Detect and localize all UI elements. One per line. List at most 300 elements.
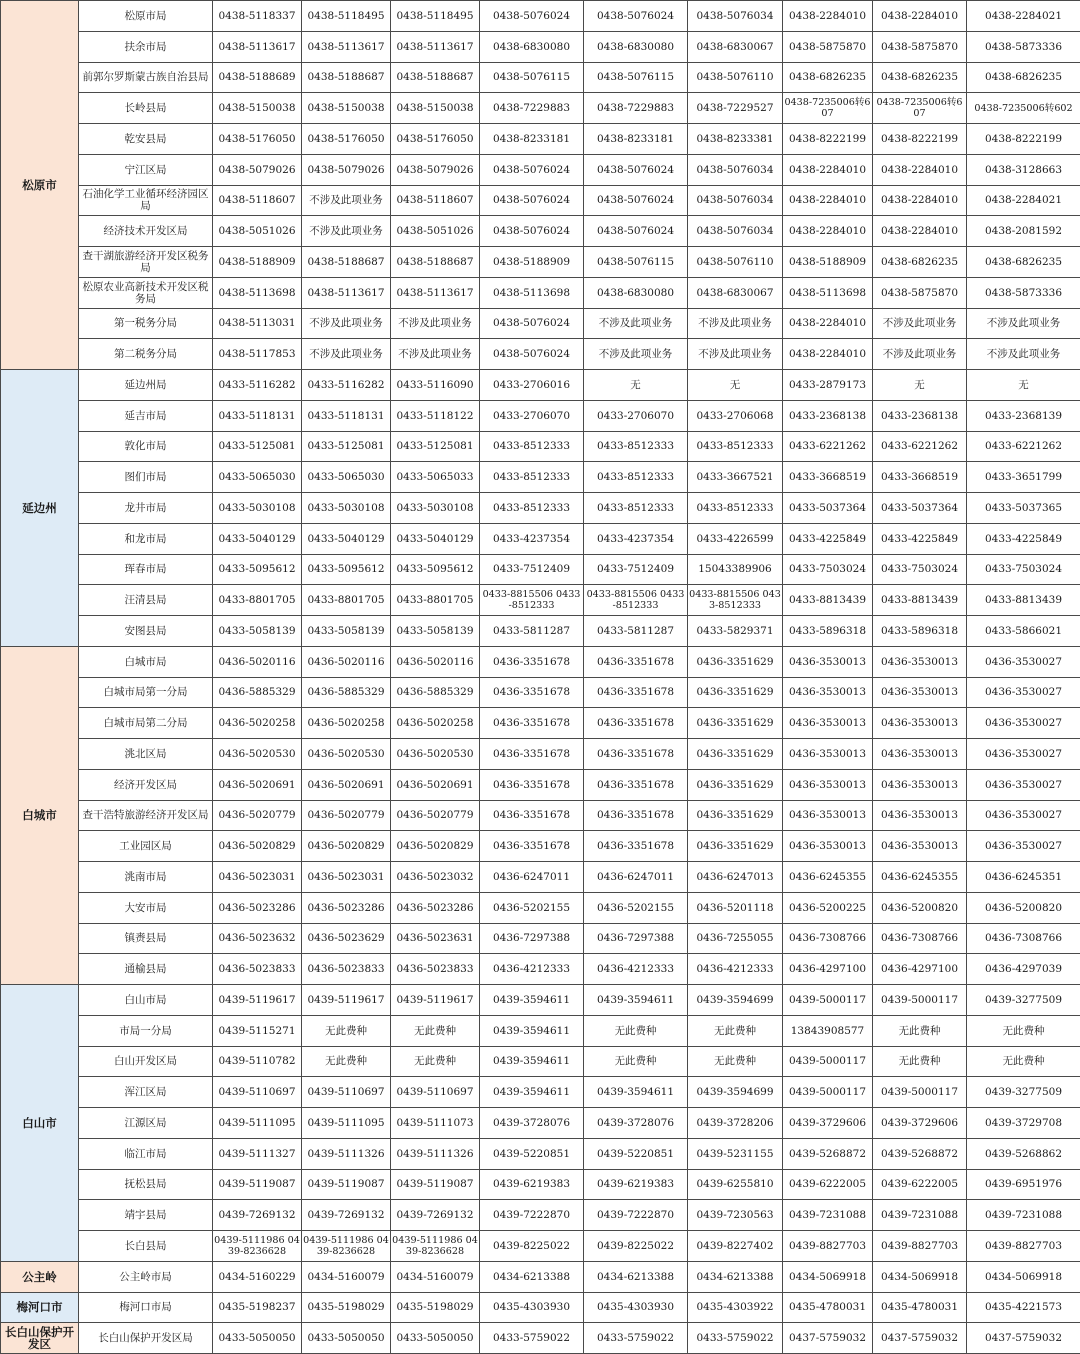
phone-cell: 0433-5040129 (391, 523, 480, 554)
phone-cell: 0436-3530013 (873, 831, 967, 862)
phone-cell: 0433-5065030 (213, 462, 302, 493)
phone-cell: 0436-3530013 (873, 708, 967, 739)
phone-cell: 0436-5202155 (480, 892, 584, 923)
phone-cell: 0433-8813439 (967, 585, 1080, 616)
phone-cell: 不涉及此项业务 (302, 185, 391, 216)
phone-cell: 0433-8512333 (480, 431, 584, 462)
table-row (1, 400, 1080, 431)
phone-cell: 无 (688, 370, 783, 401)
phone-cell: 0438-5076024 (480, 154, 584, 185)
phone-cell: 0438-5113617 (213, 31, 302, 62)
phone-cell: 0438-5113698 (783, 277, 873, 308)
phone-cell: 0433-4237354 (584, 523, 688, 554)
phone-cell: 0436-5020691 (391, 769, 480, 800)
phone-cell: 0433-4225849 (783, 523, 873, 554)
phone-cell: 0433-3667521 (688, 462, 783, 493)
phone-cell: 0433-8801705 (302, 585, 391, 616)
phone-cell: 0436-5200225 (783, 892, 873, 923)
phone-cell: 0433-5058139 (213, 616, 302, 647)
phone-cell: 不涉及此项业务 (391, 308, 480, 339)
phone-cell: 无此费种 (688, 1046, 783, 1077)
phone-cell: 不涉及此项业务 (584, 339, 688, 370)
phone-cell: 0436-3530013 (873, 646, 967, 677)
phone-cell: 0433-8801705 (391, 585, 480, 616)
phone-cell: 0433-8512333 (480, 493, 584, 524)
table-row (1, 339, 1080, 370)
phone-cell: 0439-3277509 (967, 1077, 1080, 1108)
phone-cell: 0439-3594699 (688, 1077, 783, 1108)
phone-cell: 0436-5023833 (302, 954, 391, 985)
phone-cell: 0433-5095612 (302, 554, 391, 585)
phone-cell: 0438-2284010 (783, 1, 873, 32)
phone-cell: 0438-5076024 (584, 216, 688, 247)
phone-cell: 0433-5050050 (391, 1323, 480, 1354)
phone-cell: 0438-5113617 (302, 277, 391, 308)
phone-cell: 0438-8233381 (688, 124, 783, 155)
office-name-cell: 和龙市局 (79, 523, 213, 554)
phone-cell: 0438-2284010 (783, 185, 873, 216)
office-name-cell: 长岭县局 (79, 93, 213, 124)
phone-cell: 0433-5058139 (302, 616, 391, 647)
office-name-cell: 白城市局 (79, 646, 213, 677)
table-row (1, 1077, 1080, 1108)
phone-cell: 0438-5188689 (213, 62, 302, 93)
phone-cell: 0436-3351678 (480, 769, 584, 800)
phone-cell: 0436-3530013 (873, 677, 967, 708)
table-row (1, 1231, 1080, 1262)
office-name-cell: 公主岭市局 (79, 1261, 213, 1292)
phone-cell: 无此费种 (391, 1046, 480, 1077)
phone-cell: 0436-5023632 (213, 923, 302, 954)
phone-cell: 0436-6247013 (688, 862, 783, 893)
phone-cell: 0433-5040129 (302, 523, 391, 554)
phone-cell: 0438-5118607 (391, 185, 480, 216)
phone-cell: 0433-7512409 (480, 554, 584, 585)
phone-cell: 0433-5118131 (213, 400, 302, 431)
phone-cell: 0436-5201118 (688, 892, 783, 923)
phone-cell: 0434-5160229 (213, 1261, 302, 1292)
phone-cell: 0438-5113617 (391, 31, 480, 62)
office-name-cell: 图们市局 (79, 462, 213, 493)
phone-cell: 0438-6830067 (688, 31, 783, 62)
phone-cell: 0433-7503024 (783, 554, 873, 585)
phone-cell: 0439-5111326 (391, 1138, 480, 1169)
phone-cell: 0436-5020530 (302, 739, 391, 770)
office-name-cell: 临江市局 (79, 1138, 213, 1169)
phone-cell: 0438-5076115 (584, 62, 688, 93)
region-cell: 松原市 (1, 1, 79, 370)
phone-cell: 0439-5000117 (783, 1046, 873, 1077)
phone-cell: 0436-7297388 (480, 923, 584, 954)
office-name-cell: 长白县局 (79, 1231, 213, 1262)
table-row (1, 554, 1080, 585)
phone-cell: 不涉及此项业务 (967, 308, 1080, 339)
phone-cell: 0436-6247011 (480, 862, 584, 893)
phone-cell: 0438-5188687 (302, 247, 391, 278)
phone-cell: 0433-4225849 (967, 523, 1080, 554)
phone-cell: 0439-5268862 (967, 1138, 1080, 1169)
phone-cell: 0433-7503024 (967, 554, 1080, 585)
table-row (1, 708, 1080, 739)
phone-cell: 0439-5000117 (783, 1077, 873, 1108)
phone-cell: 0438-2284010 (783, 154, 873, 185)
phone-cell: 0433-8512333 (480, 462, 584, 493)
office-name-cell: 延边州局 (79, 370, 213, 401)
phone-cell: 0436-3530027 (967, 646, 1080, 677)
phone-cell: 0438-5076110 (688, 62, 783, 93)
phone-cell: 0438-2284010 (873, 185, 967, 216)
phone-cell: 0439-5119617 (213, 985, 302, 1016)
phone-cell: 0436-5020116 (391, 646, 480, 677)
office-name-cell: 洮南市局 (79, 862, 213, 893)
phone-cell: 0433-5116090 (391, 370, 480, 401)
phone-cell: 0438-5079026 (391, 154, 480, 185)
phone-cell: 0438-5076024 (584, 1, 688, 32)
phone-cell: 0436-5020779 (391, 800, 480, 831)
phone-cell: 0436-5020530 (213, 739, 302, 770)
table-body (1, 1, 1080, 1354)
phone-cell: 0438-5076110 (688, 247, 783, 278)
phone-cell: 0438-5150038 (302, 93, 391, 124)
phone-cell: 0438-5875870 (783, 31, 873, 62)
phone-cell: 0433-5116282 (302, 370, 391, 401)
table-row (1, 923, 1080, 954)
phone-cell: 0439-5000117 (783, 985, 873, 1016)
table-row (1, 1138, 1080, 1169)
phone-cell: 0433-2706016 (480, 370, 584, 401)
phone-cell: 0436-7255055 (688, 923, 783, 954)
phone-cell: 0433-8512333 (584, 493, 688, 524)
phone-cell: 0438-5051026 (391, 216, 480, 247)
phone-cell: 0436-3530013 (873, 769, 967, 800)
phone-cell: 0433-5030108 (213, 493, 302, 524)
phone-cell: 0439-7269132 (213, 1200, 302, 1231)
table-row (1, 1200, 1080, 1231)
phone-cell: 0438-5118607 (213, 185, 302, 216)
phone-cell: 0439-5111986 0439-8236628 (391, 1231, 480, 1262)
table-row (1, 892, 1080, 923)
phone-cell: 0436-3351629 (688, 800, 783, 831)
phone-cell: 不涉及此项业务 (873, 308, 967, 339)
phone-cell: 0438-5076024 (480, 308, 584, 339)
office-name-cell: 宁江区局 (79, 154, 213, 185)
phone-cell: 不涉及此项业务 (302, 216, 391, 247)
phone-cell: 0438-5113617 (391, 277, 480, 308)
phone-cell: 0438-5176050 (391, 124, 480, 155)
office-name-cell: 市局一分局 (79, 1015, 213, 1046)
office-name-cell: 石油化学工业循环经济园区局 (79, 185, 213, 216)
phone-cell: 0434-5160079 (391, 1261, 480, 1292)
phone-cell: 0433-5030108 (391, 493, 480, 524)
phone-cell: 0436-3351678 (480, 646, 584, 677)
phone-cell: 0433-5116282 (213, 370, 302, 401)
table-row (1, 431, 1080, 462)
office-name-cell: 第二税务分局 (79, 339, 213, 370)
phone-cell: 0434-6213388 (688, 1261, 783, 1292)
phone-cell: 0433-5759022 (584, 1323, 688, 1354)
phone-cell: 0439-5110782 (213, 1046, 302, 1077)
phone-cell: 0433-5037365 (967, 493, 1080, 524)
phone-cell: 0438-5076115 (584, 247, 688, 278)
phone-cell: 0436-5023286 (391, 892, 480, 923)
phone-cell: 0439-7222870 (584, 1200, 688, 1231)
phone-cell: 0433-6221262 (967, 431, 1080, 462)
phone-cell: 0438-5113698 (480, 277, 584, 308)
office-name-cell: 抚松县局 (79, 1169, 213, 1200)
phone-cell: 0438-2284010 (783, 339, 873, 370)
phone-cell: 0438-5076024 (584, 185, 688, 216)
region-cell: 梅河口市 (1, 1292, 79, 1323)
phone-cell: 0436-5020258 (391, 708, 480, 739)
phone-cell: 0438-5076034 (688, 185, 783, 216)
phone-cell: 0438-6826235 (967, 247, 1080, 278)
phone-cell: 0438-8222199 (783, 124, 873, 155)
phone-cell: 0436-7297388 (584, 923, 688, 954)
phone-cell: 0436-5885329 (302, 677, 391, 708)
phone-cell: 0436-5020530 (391, 739, 480, 770)
table-row (1, 985, 1080, 1016)
table-row (1, 646, 1080, 677)
phone-cell: 0433-5030108 (302, 493, 391, 524)
region-cell: 延边州 (1, 370, 79, 647)
phone-cell: 0439-5231155 (688, 1138, 783, 1169)
phone-cell: 0433-2368139 (967, 400, 1080, 431)
phone-cell: 0436-4297100 (783, 954, 873, 985)
phone-cell: 0438-5076034 (688, 1, 783, 32)
region-cell: 公主岭 (1, 1261, 79, 1292)
phone-cell: 0438-2284010 (873, 1, 967, 32)
phone-cell: 0436-3530013 (783, 739, 873, 770)
phone-cell: 0438-2284010 (873, 154, 967, 185)
phone-cell: 0439-3594611 (480, 1015, 584, 1046)
phone-cell: 0436-5023833 (391, 954, 480, 985)
office-name-cell: 查干湖旅游经济开发区税务局 (79, 247, 213, 278)
phone-cell: 0436-3530027 (967, 769, 1080, 800)
phone-cell: 0435-4221573 (967, 1292, 1080, 1323)
phone-cell: 0433-7503024 (873, 554, 967, 585)
phone-cell: 0439-3594611 (480, 985, 584, 1016)
phone-cell: 0439-7222870 (480, 1200, 584, 1231)
phone-cell: 0439-5110697 (302, 1077, 391, 1108)
phone-cell: 无此费种 (302, 1046, 391, 1077)
phone-cell: 0438-5113031 (213, 308, 302, 339)
table-row (1, 370, 1080, 401)
phone-cell: 0439-6255810 (688, 1169, 783, 1200)
phone-cell: 0439-5111327 (213, 1138, 302, 1169)
region-cell: 白城市 (1, 646, 79, 984)
phone-cell: 0433-6221262 (783, 431, 873, 462)
phone-cell: 0438-6826235 (783, 62, 873, 93)
phone-cell: 0438-5188909 (480, 247, 584, 278)
phone-cell: 0439-5268872 (783, 1138, 873, 1169)
phone-cell: 0433-8815506 0433-8512333 (688, 585, 783, 616)
phone-cell: 0436-3351629 (688, 646, 783, 677)
phone-cell: 0436-5020779 (302, 800, 391, 831)
phone-cell: 0433-8801705 (213, 585, 302, 616)
phone-cell: 0438-5079026 (302, 154, 391, 185)
phone-cell: 0438-2284010 (783, 216, 873, 247)
phone-cell: 0438-5118337 (213, 1, 302, 32)
phone-cell: 0433-8813439 (873, 585, 967, 616)
table-row (1, 831, 1080, 862)
phone-cell: 0436-3530027 (967, 739, 1080, 770)
phone-cell: 0438-3128663 (967, 154, 1080, 185)
table-row (1, 493, 1080, 524)
office-name-cell: 浑江区局 (79, 1077, 213, 1108)
phone-cell: 0433-5058139 (391, 616, 480, 647)
phone-cell: 0436-5020116 (302, 646, 391, 677)
phone-cell: 0433-8512333 (584, 462, 688, 493)
phone-cell: 0436-7308766 (783, 923, 873, 954)
office-name-cell: 白山开发区局 (79, 1046, 213, 1077)
office-name-cell: 查干浩特旅游经济开发区局 (79, 800, 213, 831)
phone-cell: 0438-7229883 (584, 93, 688, 124)
phone-cell: 0436-5020258 (302, 708, 391, 739)
phone-cell: 0436-5023032 (391, 862, 480, 893)
phone-cell: 0436-3530027 (967, 800, 1080, 831)
phone-cell: 0439-5111986 0439-8236628 (302, 1231, 391, 1262)
phone-cell: 0433-4225849 (873, 523, 967, 554)
table-row (1, 616, 1080, 647)
phone-cell: 0434-6213388 (480, 1261, 584, 1292)
table-row (1, 1261, 1080, 1292)
office-name-cell: 经济技术开发区局 (79, 216, 213, 247)
phone-cell: 0439-7231088 (967, 1200, 1080, 1231)
phone-cell: 0433-5040129 (213, 523, 302, 554)
table-row (1, 62, 1080, 93)
phone-cell: 0433-5050050 (213, 1323, 302, 1354)
phone-cell: 0438-6830080 (480, 31, 584, 62)
phone-cell: 0436-5023631 (391, 923, 480, 954)
phone-cell: 0439-5111095 (213, 1108, 302, 1139)
table-row (1, 769, 1080, 800)
office-name-cell: 白山市局 (79, 985, 213, 1016)
phone-cell: 0439-5119087 (391, 1169, 480, 1200)
phone-cell: 无 (584, 370, 688, 401)
phone-cell: 0438-5188687 (302, 62, 391, 93)
phone-cell: 不涉及此项业务 (688, 339, 783, 370)
phone-cell: 0438-7235006转607 (873, 93, 967, 124)
phone-cell: 0437-5759032 (783, 1323, 873, 1354)
phone-cell: 0436-5020829 (213, 831, 302, 862)
phone-cell: 0435-5198029 (391, 1292, 480, 1323)
phone-cell: 0439-6222005 (783, 1169, 873, 1200)
phone-cell: 0434-5160079 (302, 1261, 391, 1292)
phone-cell: 0439-3728076 (480, 1108, 584, 1139)
table-row (1, 462, 1080, 493)
phone-cell: 不涉及此项业务 (688, 308, 783, 339)
phone-cell: 0438-8233181 (584, 124, 688, 155)
phone-cell: 0439-8225022 (480, 1231, 584, 1262)
phone-cell: 0433-5095612 (213, 554, 302, 585)
phone-cell: 0439-5111073 (391, 1108, 480, 1139)
phone-cell: 0439-8827703 (783, 1231, 873, 1262)
phone-cell: 0438-7235006转602 (967, 93, 1080, 124)
phone-cell: 无此费种 (873, 1046, 967, 1077)
phone-cell: 无此费种 (391, 1015, 480, 1046)
phone-cell: 0436-3351629 (688, 708, 783, 739)
phone-cell: 0433-2706068 (688, 400, 783, 431)
phone-cell: 不涉及此项业务 (873, 339, 967, 370)
table-row (1, 1046, 1080, 1077)
phone-cell: 0433-4226599 (688, 523, 783, 554)
phone-cell: 0433-5896318 (873, 616, 967, 647)
office-name-cell: 汪清县局 (79, 585, 213, 616)
phone-cell: 0439-3594611 (584, 985, 688, 1016)
office-name-cell: 扶余市局 (79, 31, 213, 62)
phone-cell: 0439-5111326 (302, 1138, 391, 1169)
phone-cell: 0438-8222199 (967, 124, 1080, 155)
phone-cell: 0439-8225022 (584, 1231, 688, 1262)
phone-cell: 0436-4297039 (967, 954, 1080, 985)
phone-cell: 0434-5069918 (873, 1261, 967, 1292)
phone-cell: 0438-5117853 (213, 339, 302, 370)
phone-cell: 0436-7308766 (967, 923, 1080, 954)
table-row (1, 124, 1080, 155)
phone-cell: 0436-3530027 (967, 708, 1080, 739)
phone-cell: 0436-3351629 (688, 739, 783, 770)
phone-cell: 0436-3351678 (584, 739, 688, 770)
phone-cell: 0438-5188687 (391, 62, 480, 93)
phone-cell: 0436-3530013 (783, 831, 873, 862)
phone-cell: 0439-3728206 (688, 1108, 783, 1139)
phone-cell: 0439-8827703 (967, 1231, 1080, 1262)
phone-cell: 0433-8815506 0433-8512333 (584, 585, 688, 616)
phone-cell: 0438-6830080 (584, 277, 688, 308)
table-row (1, 862, 1080, 893)
phone-cell: 0438-5873336 (967, 277, 1080, 308)
phone-cell: 0438-5188687 (391, 247, 480, 278)
phone-cell: 0433-5896318 (783, 616, 873, 647)
office-name-cell: 洮北区局 (79, 739, 213, 770)
phone-cell: 0439-5119087 (302, 1169, 391, 1200)
phone-cell: 无此费种 (967, 1046, 1080, 1077)
phone-cell: 0438-5076024 (480, 339, 584, 370)
phone-cell: 0433-3668519 (783, 462, 873, 493)
phone-cell: 0436-3351678 (584, 708, 688, 739)
phone-cell: 0439-5220851 (584, 1138, 688, 1169)
phone-cell: 0436-5020691 (213, 769, 302, 800)
phone-cell: 0436-3351678 (480, 708, 584, 739)
phone-cell: 0433-5118122 (391, 400, 480, 431)
phone-cell: 0439-3729708 (967, 1108, 1080, 1139)
phone-cell: 0438-5076115 (480, 62, 584, 93)
phone-cell: 0439-7231088 (873, 1200, 967, 1231)
phone-cell: 0436-5023286 (213, 892, 302, 923)
office-name-cell: 松原市局 (79, 1, 213, 32)
phone-cell: 0438-5873336 (967, 31, 1080, 62)
phone-cell: 0438-2284021 (967, 1, 1080, 32)
phone-cell: 0436-5023031 (213, 862, 302, 893)
office-name-cell: 白城市局第二分局 (79, 708, 213, 739)
phone-cell: 0433-5118131 (302, 400, 391, 431)
phone-cell: 0436-6245355 (873, 862, 967, 893)
table-row (1, 800, 1080, 831)
phone-cell: 0439-5111095 (302, 1108, 391, 1139)
phone-cell: 不涉及此项业务 (584, 308, 688, 339)
phone-cell: 0434-5069918 (967, 1261, 1080, 1292)
table-row (1, 216, 1080, 247)
office-name-cell: 江源区局 (79, 1108, 213, 1139)
phone-cell: 0439-7230563 (688, 1200, 783, 1231)
phone-cell: 0438-5176050 (213, 124, 302, 155)
phone-cell: 0436-5023629 (302, 923, 391, 954)
phone-cell: 无此费种 (873, 1015, 967, 1046)
phone-cell: 0437-5759032 (967, 1323, 1080, 1354)
phone-cell: 0438-5188909 (783, 247, 873, 278)
phone-cell: 0433-8512333 (584, 431, 688, 462)
table-row (1, 585, 1080, 616)
